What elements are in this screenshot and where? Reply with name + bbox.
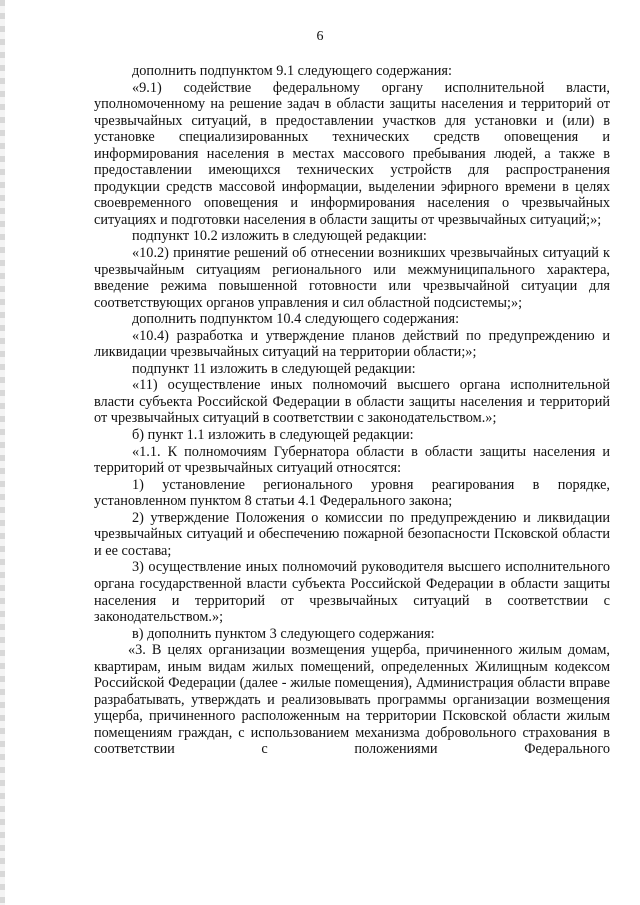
paragraph: «11) осуществление иных полномочий высшего органа исполнительной власти субъекта Российской Федерации в области защиты населения и территорий от чрезвычайных ситуаций в соответствии с законодательством.»; xyxy=(94,377,610,427)
paragraph: 3) осуществление иных полномочий руководителя высшего исполнительного органа государственной власти субъекта Российской Федерации в области защиты населения и территорий от чрезвычайных ситуаций в соответствии с законодательством.»; xyxy=(94,559,610,626)
paragraph: «9.1) содействие федеральному органу исполнительной власти, уполномоченному на решение задач в области защиты населения и территорий от чрезвычайных ситуаций, в предоставлении участков для установки и (или) в установке специализированных технических средств оповещения и информирования населения в местах массового пребывания людей, а также в предоставлении имеющихся технических устройств для распространения продукции средств массовой информации, выделении эфирного времени в целях своевременного оповещения и информирования населения о чрезвычайных ситуациях и подготовки населения в области защиты от чрезвычайных ситуаций;»; xyxy=(94,79,610,228)
paragraph: подпункт 11 изложить в следующей редакции: xyxy=(132,360,416,377)
paragraph: «1.1. К полномочиям Губернатора области в области защиты населения и территорий от чрезвычайных ситуаций относятся: xyxy=(94,443,610,477)
scan-edge-shadow xyxy=(0,0,5,905)
paragraph: дополнить подпунктом 9.1 следующего содержания: xyxy=(132,63,452,79)
paragraph: «3. В целях организации возмещения ущерба, причиненного жилым домам, квартирам, иным видам жилых помещений, определенных Жилищным кодексом Российской Федерации (далее - жилые помещения), Администрация области вправе разрабатывать, утверждать и реализовывать программы организации возмещения ущерба, причиненного расположенным на территории Псковской области жилым помещениям граждан, с использованием механизма добровольного страхования в соответствии с положениями Федерального xyxy=(94,642,610,758)
paragraph: дополнить подпунктом 10.4 следующего содержания: xyxy=(132,311,460,328)
paragraph: подпункт 10.2 изложить в следующей редакции: xyxy=(132,228,427,245)
paragraph: «10.2) принятие решений об отнесении возникших чрезвычайных ситуаций к чрезвычайным ситуациям регионального или межмуниципального характера, введение режима повышенной готовности или чрезвычайной ситуации для соответствующих органов управления и сил областной подсистемы;»; xyxy=(94,245,610,311)
paragraph: в) дополнить пунктом 3 следующего содержания: xyxy=(132,625,435,642)
page-number: 6 xyxy=(316,29,324,44)
document-body xyxy=(94,63,610,758)
paragraph: 2) утверждение Положения о комиссии по предупреждению и ликвидации чрезвычайных ситуаций и обеспечению пожарной безопасности Псковской области и ее состава; xyxy=(94,509,610,559)
paragraph: б) пункт 1.1 изложить в следующей редакции: xyxy=(132,427,414,444)
paragraph: 1) установление регионального уровня реагирования в порядке, установленном пунктом 8 статьи 4.1 Федерального закона; xyxy=(94,476,610,510)
paragraph: «10.4) разработка и утверждение планов действий по предупреждению и ликвидации чрезвычайных ситуаций на территории области;»; xyxy=(94,327,610,361)
